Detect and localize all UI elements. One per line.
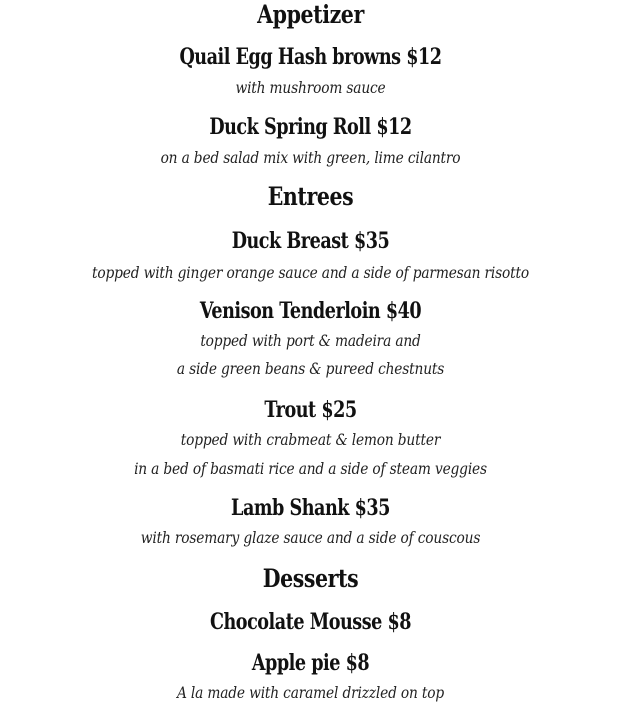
dish-description: topped with port & madeira and [200, 331, 421, 350]
section-title-entrees: Entrees [267, 182, 354, 211]
dish-description: in a bed of basmati rice and a side of steam veggies [134, 459, 487, 478]
dish-description: with mushroom sauce [235, 78, 386, 97]
dish-description: topped with ginger orange sauce and a side of parmesan risotto [92, 263, 529, 282]
dish-description: topped with crabmeat & lemon butter [180, 430, 441, 449]
dish-description: with rosemary glaze sauce and a side of couscous [140, 528, 481, 547]
dish-description: a side green beans & pureed chestnuts [176, 359, 445, 378]
dish-name-duck-spring-roll: Duck Spring Roll $12 [209, 114, 412, 140]
dish-name-quail-egg-hash-browns: Quail Egg Hash browns $12 [179, 44, 442, 70]
section-title-desserts: Desserts [262, 564, 359, 593]
dish-description: on a bed salad mix with green, lime cilantro [160, 148, 461, 167]
dish-description: A la made with caramel drizzled on top [176, 683, 445, 702]
dish-name-lamb-shank: Lamb Shank $35 [231, 495, 390, 521]
dish-name-duck-breast: Duck Breast $35 [231, 228, 390, 254]
dish-name-apple-pie: Apple pie $8 [251, 650, 370, 676]
dish-name-venison-tenderloin: Venison Tenderloin $40 [199, 298, 422, 324]
section-title-appetizer: Appetizer [257, 0, 364, 29]
dish-name-chocolate-mousse: Chocolate Mousse $8 [209, 609, 412, 635]
dish-name-trout: Trout $25 [264, 397, 357, 423]
